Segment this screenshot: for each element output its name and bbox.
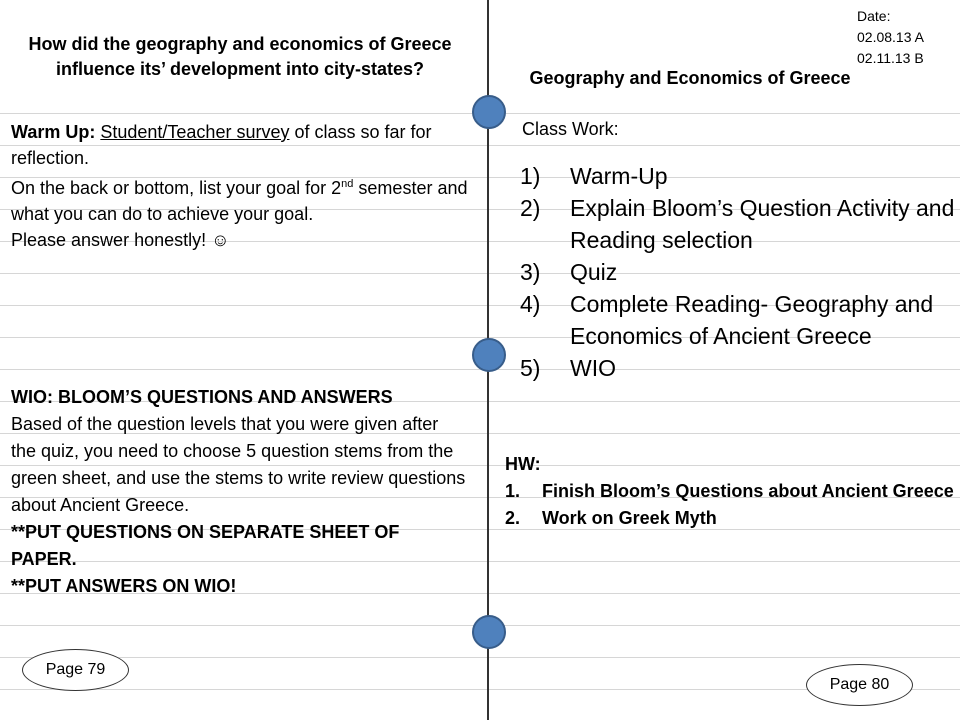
list-item (520, 192, 960, 256)
list-item-number: 1) (520, 163, 541, 189)
warm-up-section (11, 119, 471, 253)
list-item-number: 5) (520, 355, 541, 381)
page-number-right (806, 664, 913, 706)
list-item-text: Quiz (570, 259, 618, 285)
date-a: 02.08.13 A (857, 29, 924, 45)
homework-label: HW: (505, 454, 541, 474)
goal-text-sup: nd (341, 178, 354, 190)
list-item (520, 256, 960, 288)
list-item (505, 505, 955, 532)
list-item-number: 3) (520, 259, 541, 285)
date-block (857, 6, 924, 69)
ruled-line (0, 657, 960, 658)
wio-body: Based of the question levels that you were given after the quiz, you need to choose 5 question stems from the green sheet, and use the stems to write review questions about Ancient Greece. (11, 414, 466, 515)
page-number-right-text: Page 80 (829, 676, 890, 693)
list-item-number: 4) (520, 291, 541, 317)
list-item-text: WIO (570, 355, 616, 381)
binder-hole-top (472, 95, 506, 129)
list-item (505, 478, 955, 505)
list-item (520, 160, 960, 192)
homework-list (505, 478, 955, 532)
list-item-number: 2. (505, 508, 521, 528)
binder-hole-bottom (472, 615, 506, 649)
warm-up-survey: Student/Teacher survey (100, 122, 290, 142)
classwork-label: Class Work: (522, 119, 619, 139)
homework-section (505, 451, 955, 532)
list-item-text: Explain Bloom’s Question Activity and Reading selection (570, 195, 955, 253)
wio-section (11, 384, 466, 600)
list-item-text: Warm-Up (570, 163, 668, 189)
binder-hole-middle (472, 338, 506, 372)
date-label: Date: (857, 8, 891, 24)
wio-heading: WIO: BLOOM’S QUESTIONS AND ANSWERS (11, 387, 393, 407)
essential-question: How did the geography and economics of Greece influence its’ development into city-states? (28, 34, 452, 79)
list-item-text: Finish Bloom’s Questions about Ancient Greece (542, 481, 954, 501)
list-item-text: Complete Reading- Geography and Economics of Ancient Greece (570, 291, 934, 349)
page-number-left-text: Page 79 (45, 661, 106, 678)
wio-note-answers: **PUT ANSWERS ON WIO! (11, 576, 237, 596)
list-item-text: Work on Greek Myth (542, 508, 717, 528)
list-item-number: 2) (520, 195, 541, 221)
wio-note-questions: **PUT QUESTIONS ON SEPARATE SHEET OF PAPER. (11, 522, 400, 569)
warm-up-label: Warm Up: (11, 122, 96, 142)
list-item (520, 288, 960, 352)
goal-text-pre: On the back or bottom, list your goal for 2 (11, 178, 342, 198)
page-title: Geography and Economics of Greece (529, 68, 851, 88)
list-item-number: 1. (505, 481, 521, 501)
page-number-left (22, 649, 129, 691)
list-item (520, 352, 960, 384)
classwork-list (520, 160, 960, 384)
date-b: 02.11.13 B (857, 50, 924, 66)
goal-text-post: semester and what you can do to achieve your goal. (11, 178, 468, 224)
warm-up-text: of class so far for reflection. (11, 122, 432, 168)
honesty-text: Please answer honestly! ☺ (11, 230, 230, 250)
